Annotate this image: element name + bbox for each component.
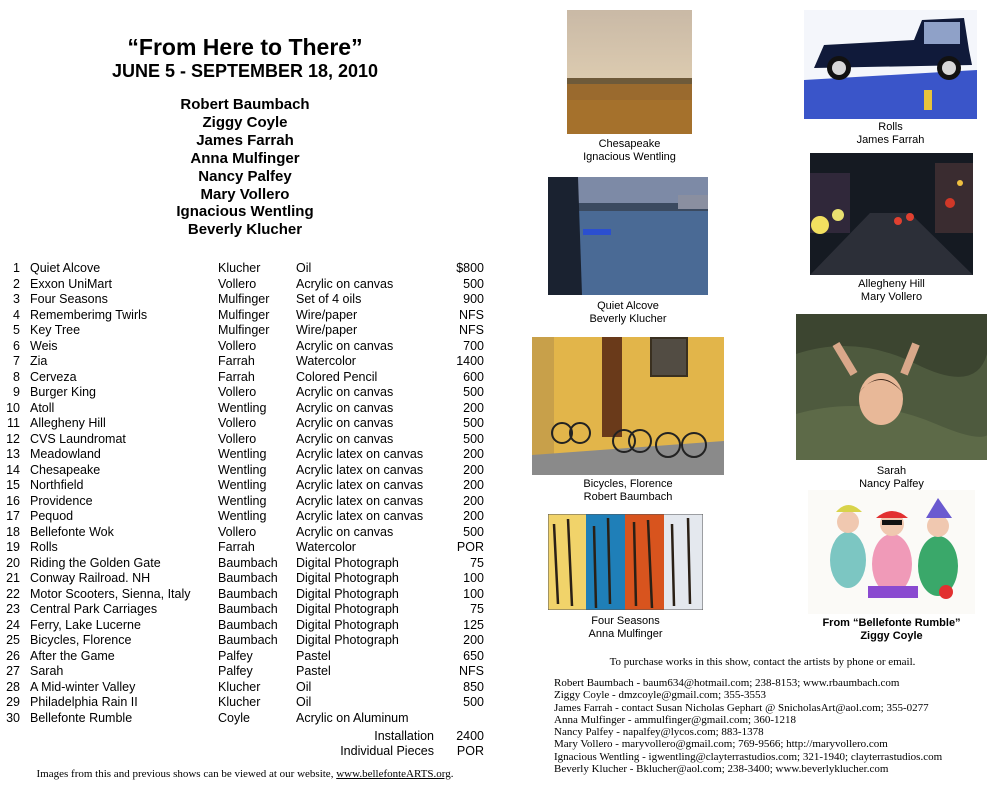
work-number: 3 [13, 292, 20, 306]
work-medium: Oil [296, 680, 312, 694]
four-seasons-image [548, 514, 703, 610]
work-medium: Acrylic on canvas [296, 432, 394, 446]
work-medium: Watercolor [296, 354, 356, 368]
caption-title: Four Seasons [591, 615, 660, 627]
contact-line: Beverly Klucher - Bklucher@aol.com; 238-3400; www.beverlyklucher.com [554, 763, 889, 776]
work-artist: Farrah [218, 540, 255, 554]
work-title: Rememberimg Twirls [30, 308, 148, 322]
sarah-image [796, 314, 987, 460]
work-artist: Baumbach [218, 571, 278, 585]
work-price: 1400 [456, 354, 484, 368]
work-medium: Pastel [296, 649, 331, 663]
work-price: 600 [463, 370, 484, 384]
artist-name: Ziggy Coyle [202, 113, 288, 131]
work-price: 200 [463, 401, 484, 415]
work-price: 700 [463, 339, 484, 353]
caption-artist: Robert Baumbach [583, 491, 673, 503]
work-number: 26 [6, 649, 20, 663]
work-title: A Mid-winter Valley [30, 680, 136, 694]
work-price: 850 [463, 680, 484, 694]
bicycles-florence-caption [532, 478, 724, 504]
caption-artist: Beverly Klucher [589, 313, 667, 325]
work-title: Chesapeake [30, 463, 101, 477]
work-number: 24 [6, 618, 20, 632]
artist-name: Beverly Klucher [187, 221, 303, 239]
work-number: 30 [6, 711, 20, 725]
work-number: 29 [6, 695, 20, 709]
caption-title: Rolls [878, 121, 903, 133]
work-artist: Baumbach [218, 602, 278, 616]
bellefonte-rumble-image [808, 490, 975, 614]
work-title: Central Park Carriages [30, 602, 158, 616]
work-medium: Acrylic latex on canvas [296, 447, 424, 461]
work-artist: Farrah [218, 354, 255, 368]
work-medium: Acrylic on canvas [296, 416, 394, 430]
work-title: Atoll [30, 401, 55, 415]
work-artist: Wentling [218, 478, 267, 492]
caption-artist: Ignacious Wentling [583, 151, 676, 163]
work-medium: Oil [296, 261, 312, 275]
work-number: 5 [13, 323, 20, 337]
work-title: Northfield [30, 478, 84, 492]
work-price: 900 [463, 292, 484, 306]
work-price: NFS [459, 308, 484, 322]
work-artist: Baumbach [218, 633, 278, 647]
work-artist: Coyle [218, 711, 250, 725]
work-artist: Vollero [218, 525, 257, 539]
work-artist: Wentling [218, 401, 267, 415]
four-seasons-caption [548, 615, 703, 641]
work-artist: Palfey [218, 649, 253, 663]
work-price: NFS [459, 664, 484, 678]
work-number: 9 [13, 385, 20, 399]
work-number: 16 [6, 494, 20, 508]
work-title: Bellefonte Wok [30, 525, 114, 539]
work-title: Sarah [30, 664, 64, 678]
work-title: Pequod [30, 509, 74, 523]
work-title: CVS Laundromat [30, 432, 126, 446]
purchase-note: To purchase works in this show, contact the artists by phone or email. [609, 656, 916, 668]
work-number: 1 [13, 261, 20, 275]
work-price: 500 [463, 525, 484, 539]
work-title: Zia [30, 354, 48, 368]
contact-line: Mary Vollero - maryvollero@gmail.com; 769-9566; http://maryvollero.com [554, 738, 888, 751]
work-medium: Acrylic on canvas [296, 385, 394, 399]
work-price: 200 [463, 509, 484, 523]
work-artist: Klucher [218, 261, 261, 275]
caption-artist: Nancy Palfey [859, 478, 924, 490]
installation-price: 2400 [456, 729, 484, 743]
work-title: Conway Railroad. NH [30, 571, 151, 585]
work-medium: Digital Photograph [296, 633, 399, 647]
work-title: Exxon UniMart [30, 277, 112, 291]
work-medium: Watercolor [296, 540, 356, 554]
work-medium: Acrylic on canvas [296, 339, 394, 353]
work-artist: Klucher [218, 680, 261, 694]
work-medium: Digital Photograph [296, 587, 399, 601]
work-price: 500 [463, 416, 484, 430]
work-title: Rolls [30, 540, 58, 554]
caption-title: Allegheny Hill [858, 278, 925, 290]
work-artist: Baumbach [218, 587, 278, 601]
work-title: Key Tree [30, 323, 81, 337]
work-number: 21 [6, 571, 20, 585]
work-price: 200 [463, 447, 484, 461]
artist-name: James Farrah [196, 131, 294, 149]
work-medium: Acrylic latex on canvas [296, 478, 424, 492]
contact-line: Anna Mulfinger - ammulfinger@gmail.com; 360-1218 [554, 713, 796, 726]
work-medium: Acrylic latex on canvas [296, 463, 424, 477]
exhibition-title: “From Here to There” [127, 34, 363, 60]
work-artist: Mulfinger [218, 308, 270, 322]
work-price: 650 [463, 649, 484, 663]
work-price: 500 [463, 695, 484, 709]
work-number: 10 [6, 401, 20, 415]
work-price: 500 [463, 432, 484, 446]
caption-title: Chesapeake [598, 138, 661, 150]
work-number: 8 [13, 370, 20, 384]
work-number: 7 [13, 354, 20, 368]
work-artist: Vollero [218, 416, 257, 430]
work-number: 25 [6, 633, 20, 647]
work-number: 22 [6, 587, 20, 601]
caption-artist: Anna Mulfinger [588, 628, 663, 640]
work-artist: Palfey [218, 664, 253, 678]
work-number: 20 [6, 556, 20, 570]
work-number: 27 [6, 664, 20, 678]
work-number: 15 [6, 478, 20, 492]
work-price: 200 [463, 633, 484, 647]
website-note [0, 768, 490, 780]
work-medium: Acrylic on Aluminum [296, 711, 409, 725]
work-medium: Acrylic on canvas [296, 277, 394, 291]
bellefonte-rumble-caption [808, 617, 975, 643]
work-medium: Acrylic latex on canvas [296, 509, 424, 523]
contact-list [554, 677, 942, 775]
work-title: Philadelphia Rain II [30, 695, 138, 709]
work-medium: Pastel [296, 664, 331, 678]
work-title: Providence [30, 494, 93, 508]
caption-title: From “Bellefonte Rumble” [822, 617, 961, 629]
work-number: 4 [13, 308, 20, 322]
work-price: 75 [470, 556, 484, 570]
work-number: 13 [6, 447, 20, 461]
individual-pieces-price: POR [456, 744, 484, 758]
work-medium: Colored Pencil [296, 370, 378, 384]
installation-label: Installation [374, 729, 434, 743]
work-title: Cerveza [30, 370, 77, 384]
work-price: NFS [459, 323, 484, 337]
work-title: After the Game [30, 649, 115, 663]
work-artist: Baumbach [218, 556, 278, 570]
work-price: 500 [463, 385, 484, 399]
work-medium: Acrylic on canvas [296, 525, 394, 539]
work-number: 28 [6, 680, 20, 694]
website-link[interactable]: www.bellefonteARTS.org [336, 768, 451, 780]
website-note-end: . [450, 768, 454, 780]
work-number: 23 [6, 602, 20, 616]
work-title: Bellefonte Rumble [30, 711, 133, 725]
caption-title: Sarah [876, 465, 907, 477]
work-number: 17 [6, 509, 20, 523]
work-artist: Klucher [218, 695, 261, 709]
contact-line: Nancy Palfey - napalfey@lycos.com; 883-1378 [554, 726, 764, 739]
caption-title: Bicycles, Florence [583, 478, 673, 490]
caption-artist: Mary Vollero [860, 291, 923, 303]
quiet-alcove-image [548, 177, 708, 295]
work-artist: Wentling [218, 494, 267, 508]
artist-name: Robert Baumbach [180, 96, 310, 113]
work-title: Four Seasons [30, 292, 108, 306]
work-price: 200 [463, 494, 484, 508]
work-price: 125 [463, 618, 484, 632]
work-title: Allegheny Hill [30, 416, 106, 430]
work-price: $800 [456, 261, 484, 275]
contact-line: James Farrah - contact Susan Nicholas Gephart @ SnicholasArt@aol.com; 355-0277 [554, 701, 929, 714]
work-title: Ferry, Lake Lucerne [30, 618, 141, 632]
work-title: Bicycles, Florence [30, 633, 132, 647]
work-artist: Mulfinger [218, 323, 270, 337]
artist-name: Mary Vollero [200, 185, 290, 203]
work-medium: Digital Photograph [296, 618, 399, 632]
work-price: POR [456, 540, 484, 554]
artist-name: Ignacious Wentling [176, 203, 314, 221]
bicycles-florence-image [532, 337, 724, 475]
work-number: 2 [13, 277, 20, 291]
work-artist: Vollero [218, 277, 257, 291]
caption-artist: Ziggy Coyle [860, 630, 923, 642]
work-title: Riding the Golden Gate [30, 556, 161, 570]
work-medium: Wire/paper [296, 323, 358, 337]
work-medium: Acrylic on canvas [296, 401, 394, 415]
work-number: 11 [7, 416, 20, 430]
work-price: 500 [463, 277, 484, 291]
work-medium: Wire/paper [296, 308, 358, 322]
work-artist: Wentling [218, 509, 267, 523]
individual-pieces-label: Individual Pieces [340, 744, 434, 758]
artist-list [0, 96, 490, 239]
work-price: 200 [463, 478, 484, 492]
work-number: 19 [6, 540, 20, 554]
quiet-alcove-caption [548, 300, 708, 326]
work-medium: Oil [296, 695, 312, 709]
work-title: Meadowland [30, 447, 101, 461]
work-medium: Digital Photograph [296, 602, 399, 616]
chesapeake-image [567, 10, 692, 134]
caption-title: Quiet Alcove [597, 300, 659, 312]
artist-name: Anna Mulfinger [190, 149, 300, 167]
work-title: Quiet Alcove [30, 261, 101, 275]
work-medium: Acrylic latex on canvas [296, 494, 424, 508]
allegheny-hill-image [810, 153, 973, 275]
contact-line: Ziggy Coyle - dmzcoyle@gmail.com; 355-3553 [554, 689, 767, 702]
work-number: 14 [6, 463, 20, 477]
rolls-caption [804, 121, 977, 147]
work-artist: Wentling [218, 463, 267, 477]
contact-line: Robert Baumbach - baum634@hotmail.com; 238-8153; www.rbaumbach.com [554, 677, 900, 689]
exhibition-dates: JUNE 5 - SEPTEMBER 18, 2010 [111, 61, 379, 81]
contact-line: Ignacious Wentling - igwentling@clayterrastudios.com; 321-1940; clayterrastudios.com [554, 750, 943, 763]
rolls-image [804, 10, 977, 119]
work-title: Burger King [30, 385, 97, 399]
work-medium: Digital Photograph [296, 571, 399, 585]
work-number: 12 [6, 432, 20, 446]
chesapeake-caption [567, 138, 692, 164]
sarah-caption [796, 465, 987, 491]
allegheny-hill-caption [810, 278, 973, 304]
caption-artist: James Farrah [856, 134, 925, 146]
work-medium: Digital Photograph [296, 556, 399, 570]
website-note-text: Images from this and previous shows can be viewed at our website, [36, 768, 337, 780]
artist-name: Nancy Palfey [198, 167, 292, 185]
work-artist: Mulfinger [218, 292, 270, 306]
work-artist: Baumbach [218, 618, 278, 632]
work-medium: Set of 4 oils [296, 292, 362, 306]
work-title: Motor Scooters, Sienna, Italy [30, 587, 191, 601]
work-price: 200 [463, 463, 484, 477]
work-price: 100 [463, 587, 484, 601]
work-artist: Vollero [218, 385, 257, 399]
work-artist: Vollero [218, 339, 257, 353]
work-artist: Vollero [218, 432, 257, 446]
work-number: 6 [13, 339, 20, 353]
work-title: Weis [30, 339, 58, 353]
work-artist: Wentling [218, 447, 267, 461]
work-artist: Farrah [218, 370, 255, 384]
work-price: 75 [470, 602, 484, 616]
work-number: 18 [6, 525, 20, 539]
work-price: 100 [463, 571, 484, 585]
